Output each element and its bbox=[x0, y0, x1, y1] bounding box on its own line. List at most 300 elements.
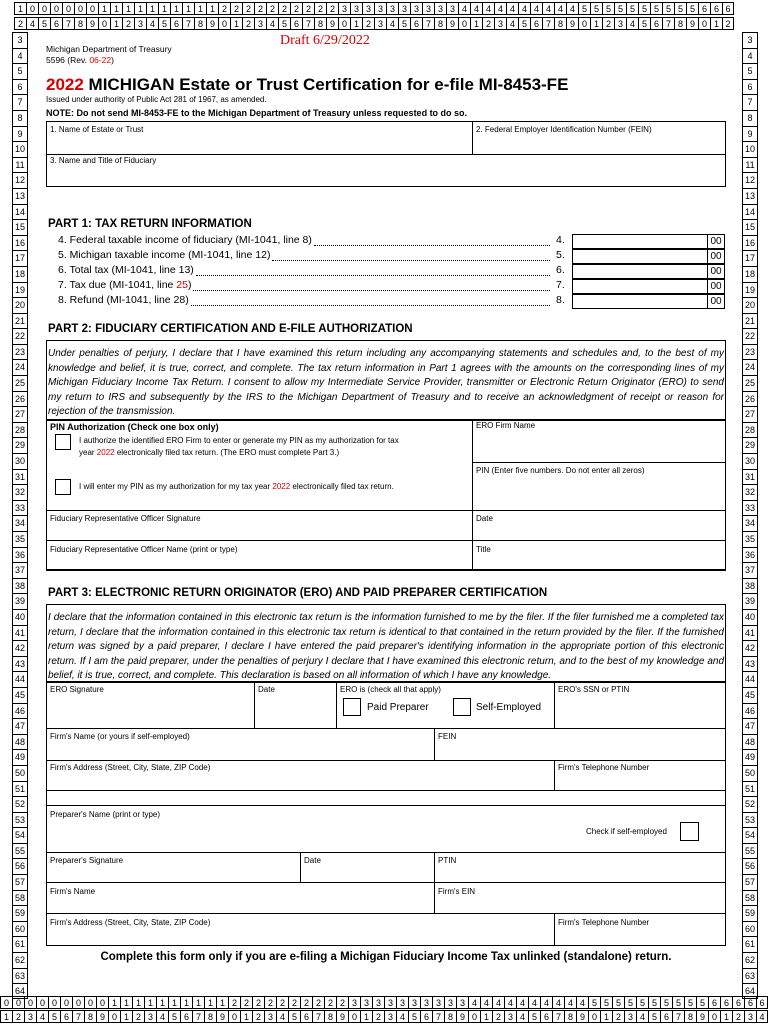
ruler-cell: 2 bbox=[324, 996, 336, 1009]
ruler-cell: 5 bbox=[674, 2, 686, 15]
ruler-cell: 5 bbox=[288, 1010, 300, 1023]
ruler-cell: 6 bbox=[420, 1010, 432, 1023]
ruler-cell: 5 bbox=[12, 63, 28, 79]
ruler-cell: 3 bbox=[386, 2, 398, 15]
ruler-cell: 31 bbox=[12, 469, 28, 485]
ruler-cell: 4 bbox=[386, 17, 398, 30]
ruler-cell: 7 bbox=[742, 94, 758, 110]
ruler-cell: 5 bbox=[578, 2, 590, 15]
ruler-cell: 9 bbox=[446, 17, 458, 30]
ruler-cell: 7 bbox=[672, 1010, 684, 1023]
firm-ein-label: Firm's EIN bbox=[438, 887, 476, 896]
ruler-cell: 21 bbox=[12, 313, 28, 329]
ruler-cell: 3 bbox=[744, 1010, 756, 1023]
ruler-cell: 55 bbox=[12, 843, 28, 859]
leader-dots bbox=[272, 260, 550, 261]
ruler-cell: 52 bbox=[742, 796, 758, 812]
ruler-cell: 11 bbox=[12, 157, 28, 173]
ruler-cell: 5 bbox=[528, 1010, 540, 1023]
ruler-cell: 56 bbox=[742, 858, 758, 874]
ruler-cell: 8 bbox=[12, 110, 28, 126]
ruler-cell: 0 bbox=[96, 996, 108, 1009]
ruler-cell: 17 bbox=[12, 250, 28, 266]
ruler-cell: 2 bbox=[242, 17, 254, 30]
ruler-cell: 50 bbox=[12, 765, 28, 781]
ruler-cell: 34 bbox=[12, 515, 28, 531]
ruler-cell: 6 bbox=[60, 1010, 72, 1023]
ruler-cell: 9 bbox=[216, 1010, 228, 1023]
form-revision: 5596 (Rev. 06-22) bbox=[46, 55, 114, 65]
firm-phone2-label: Firm's Telephone Number bbox=[558, 918, 650, 927]
ero-firm-label: ERO Firm Name bbox=[476, 421, 536, 430]
ero-ssn-label: ERO's SSN or PTIN bbox=[558, 685, 630, 694]
opt1-text-a: I authorize the identified ERO Firm to enter or generate my PIN as my authorization for tax bbox=[79, 436, 399, 445]
note-text: NOTE: Do not send MI-8453-FE to the Michigan Department of Treasury unless requested to do so. bbox=[46, 108, 468, 118]
ruler-cell: 0 bbox=[458, 17, 470, 30]
ruler-cell: 46 bbox=[742, 703, 758, 719]
ruler-cell: 64 bbox=[742, 983, 758, 999]
ruler-cell: 2 bbox=[132, 1010, 144, 1023]
ruler-cell: 24 bbox=[12, 359, 28, 375]
ruler-cell: 8 bbox=[204, 1010, 216, 1023]
ruler-cell: 6 bbox=[710, 2, 722, 15]
ruler-cell: 6 bbox=[530, 17, 542, 30]
part1-line-number: 4. bbox=[556, 234, 565, 246]
ruler-cell: 2 bbox=[254, 2, 266, 15]
firm-address-label: Firm's Address (Street, City, State, ZIP Code) bbox=[50, 763, 211, 772]
ruler-cell: 2 bbox=[314, 2, 326, 15]
fid-title-label: Title bbox=[476, 545, 491, 554]
ruler-cell: 0 bbox=[86, 2, 98, 15]
ruler-cell: 41 bbox=[742, 625, 758, 641]
ruler-cell: 42 bbox=[12, 640, 28, 656]
ruler-cell: 0 bbox=[698, 17, 710, 30]
ruler-cell: 4 bbox=[12, 48, 28, 64]
top-ruler-row-2 bbox=[14, 17, 734, 31]
ruler-cell: 4 bbox=[506, 2, 518, 15]
ruler-cell: 61 bbox=[12, 936, 28, 952]
ruler-cell: 22 bbox=[12, 328, 28, 344]
self-pin-checkbox[interactable] bbox=[55, 479, 71, 495]
ruler-cell: 9 bbox=[566, 17, 578, 30]
ruler-cell: 3 bbox=[24, 1010, 36, 1023]
ruler-cell: 1 bbox=[14, 2, 26, 15]
ruler-cell: 9 bbox=[96, 1010, 108, 1023]
part1-amount-field[interactable] bbox=[572, 264, 708, 279]
ruler-cell: 24 bbox=[742, 359, 758, 375]
pin-label: PIN (Enter five numbers. Do not enter all zeros) bbox=[476, 466, 645, 475]
ruler-cell: 46 bbox=[12, 703, 28, 719]
part1-amount-field[interactable] bbox=[572, 234, 708, 249]
ruler-cell: 60 bbox=[742, 921, 758, 937]
ruler-cell: 1 bbox=[182, 2, 194, 15]
ruler-cell: 5 bbox=[590, 2, 602, 15]
ruler-cell: 50 bbox=[742, 765, 758, 781]
ruler-cell: 0 bbox=[62, 2, 74, 15]
ruler-cell: 8 bbox=[674, 17, 686, 30]
ruler-cell: 23 bbox=[12, 344, 28, 360]
ruler-cell: 4 bbox=[552, 996, 564, 1009]
footer-instruction: Complete this form only if you are e-filing a Michigan Fiduciary Income Tax unlinked (standalone) return. bbox=[100, 951, 672, 963]
part1-line-label: 8. Refund (MI-1041, line 28) bbox=[58, 294, 189, 306]
ruler-cell: 1 bbox=[216, 996, 228, 1009]
ruler-cell: 2 bbox=[14, 17, 26, 30]
ruler-cell: 3 bbox=[360, 996, 372, 1009]
ruler-cell: 6 bbox=[290, 17, 302, 30]
ruler-cell: 5 bbox=[684, 996, 696, 1009]
ruler-cell: 3 bbox=[144, 1010, 156, 1023]
fein-label: 2. Federal Employer Identification Number (FEIN) bbox=[476, 125, 652, 134]
ruler-cell: 37 bbox=[12, 562, 28, 578]
ruler-cell: 18 bbox=[742, 266, 758, 282]
ruler-cell: 33 bbox=[12, 500, 28, 516]
ruler-cell: 49 bbox=[742, 749, 758, 765]
ruler-cell: 43 bbox=[12, 656, 28, 672]
bottom-ruler-row-2 bbox=[0, 1010, 768, 1024]
ruler-cell: 3 bbox=[348, 996, 360, 1009]
ruler-cell: 6 bbox=[50, 17, 62, 30]
part1-line-label: 4. Federal taxable income of fiduciary (MI-1041, line 8) bbox=[58, 234, 312, 246]
ruler-cell: 5 bbox=[588, 996, 600, 1009]
ruler-cell: 3 bbox=[434, 2, 446, 15]
bottom-ruler-row-1 bbox=[0, 996, 768, 1010]
ruler-cell: 4 bbox=[146, 17, 158, 30]
ruler-cell: 2 bbox=[252, 996, 264, 1009]
ruler-cell: 4 bbox=[468, 996, 480, 1009]
ruler-cell: 0 bbox=[24, 996, 36, 1009]
ruler-cell: 9 bbox=[12, 126, 28, 142]
ruler-cell: 39 bbox=[12, 593, 28, 609]
ruler-cell: 58 bbox=[742, 890, 758, 906]
leader-dots bbox=[196, 275, 550, 276]
ruler-cell: 16 bbox=[742, 235, 758, 251]
ruler-cell: 6 bbox=[540, 1010, 552, 1023]
ruler-cell: 5 bbox=[742, 63, 758, 79]
ruler-cell: 45 bbox=[12, 687, 28, 703]
ruler-cell: 4 bbox=[266, 17, 278, 30]
preparer-signature-label: Preparer's Signature bbox=[50, 856, 124, 865]
ruler-cell: 28 bbox=[12, 422, 28, 438]
ruler-cell: 27 bbox=[12, 406, 28, 422]
ruler-cell: 0 bbox=[36, 996, 48, 1009]
ruler-cell: 2 bbox=[288, 996, 300, 1009]
ruler-cell: 3 bbox=[264, 1010, 276, 1023]
ruler-cell: 4 bbox=[36, 1010, 48, 1023]
ero-date-label: Date bbox=[258, 685, 275, 694]
ruler-cell: 12 bbox=[12, 172, 28, 188]
ruler-cell: 2 bbox=[312, 996, 324, 1009]
ruler-cell: 0 bbox=[72, 996, 84, 1009]
ruler-cell: 1 bbox=[170, 2, 182, 15]
ruler-cell: 1 bbox=[180, 996, 192, 1009]
ruler-cell: 60 bbox=[12, 921, 28, 937]
ruler-cell: 3 bbox=[398, 2, 410, 15]
ruler-cell: 2 bbox=[218, 2, 230, 15]
ruler-cell: 6 bbox=[410, 17, 422, 30]
ruler-cell: 0 bbox=[218, 17, 230, 30]
ruler-cell: 51 bbox=[742, 781, 758, 797]
ruler-cell: 7 bbox=[12, 94, 28, 110]
ruler-cell: 0 bbox=[84, 996, 96, 1009]
ruler-cell: 5 bbox=[662, 2, 674, 15]
ruler-cell: 7 bbox=[192, 1010, 204, 1023]
leader-dots bbox=[191, 305, 550, 306]
ruler-cell: 4 bbox=[540, 996, 552, 1009]
ruler-cell: 47 bbox=[742, 718, 758, 734]
ruler-cell: 4 bbox=[554, 2, 566, 15]
ruler-cell: 19 bbox=[742, 282, 758, 298]
ruler-cell: 8 bbox=[564, 1010, 576, 1023]
ruler-cell: 2 bbox=[336, 996, 348, 1009]
ruler-cell: 31 bbox=[742, 469, 758, 485]
part1-line-number: 5. bbox=[556, 249, 565, 261]
ruler-cell: 7 bbox=[312, 1010, 324, 1023]
ruler-cell: 5 bbox=[278, 17, 290, 30]
ruler-cell: 40 bbox=[12, 609, 28, 625]
ruler-cell: 1 bbox=[230, 17, 242, 30]
ruler-cell: 3 bbox=[504, 1010, 516, 1023]
ruler-cell: 54 bbox=[742, 827, 758, 843]
ruler-cell: 9 bbox=[742, 126, 758, 142]
ruler-cell: 2 bbox=[326, 2, 338, 15]
ruler-cell: 9 bbox=[86, 17, 98, 30]
ruler-cell: 5 bbox=[602, 2, 614, 15]
part1-cents: 00 bbox=[707, 234, 725, 249]
ruler-cell: 5 bbox=[624, 996, 636, 1009]
ruler-cell: 4 bbox=[566, 2, 578, 15]
ruler-cell: 3 bbox=[372, 996, 384, 1009]
ruler-cell: 1 bbox=[240, 1010, 252, 1023]
ruler-cell: 0 bbox=[338, 17, 350, 30]
part1-cents: 00 bbox=[707, 264, 725, 279]
leader-dots bbox=[193, 290, 550, 291]
part3-heading: PART 3: ELECTRONIC RETURN ORIGINATOR (ERO) AND PAID PREPARER CERTIFICATION bbox=[48, 587, 548, 599]
ruler-cell: 1 bbox=[192, 996, 204, 1009]
ruler-cell: 34 bbox=[742, 515, 758, 531]
ruler-cell: 8 bbox=[194, 17, 206, 30]
ruler-cell: 9 bbox=[326, 17, 338, 30]
ruler-cell: 55 bbox=[742, 843, 758, 859]
ruler-cell: 7 bbox=[432, 1010, 444, 1023]
ruler-cell: 16 bbox=[12, 235, 28, 251]
ruler-cell: 4 bbox=[756, 1010, 768, 1023]
ruler-cell: 3 bbox=[374, 17, 386, 30]
ruler-cell: 0 bbox=[26, 2, 38, 15]
ruler-cell: 4 bbox=[494, 2, 506, 15]
ruler-cell: 10 bbox=[742, 141, 758, 157]
ruler-cell: 1 bbox=[600, 1010, 612, 1023]
ruler-cell: 2 bbox=[482, 17, 494, 30]
paid-preparer-label: Paid Preparer bbox=[367, 702, 429, 713]
ruler-cell: 61 bbox=[742, 936, 758, 952]
ruler-cell: 7 bbox=[422, 17, 434, 30]
ruler-cell: 2 bbox=[252, 1010, 264, 1023]
ruler-cell: 47 bbox=[12, 718, 28, 734]
check-self-employed-label: Check if self-employed bbox=[586, 827, 667, 836]
ruler-cell: 4 bbox=[636, 1010, 648, 1023]
ruler-cell: 6 bbox=[698, 2, 710, 15]
ruler-cell: 30 bbox=[12, 453, 28, 469]
ruler-cell: 3 bbox=[422, 2, 434, 15]
ruler-cell: 54 bbox=[12, 827, 28, 843]
ruler-cell: 3 bbox=[12, 32, 28, 48]
ruler-cell: 4 bbox=[26, 17, 38, 30]
estate-name-label: 1. Name of Estate or Trust bbox=[50, 125, 144, 134]
ruler-cell: 37 bbox=[742, 562, 758, 578]
ruler-cell: 2 bbox=[230, 2, 242, 15]
ruler-cell: 0 bbox=[708, 1010, 720, 1023]
ruler-cell: 8 bbox=[684, 1010, 696, 1023]
fid-name-label: Fiduciary Representative Officer Name (print or type) bbox=[50, 545, 238, 554]
ruler-cell: 62 bbox=[12, 952, 28, 968]
ruler-cell: 4 bbox=[506, 17, 518, 30]
ruler-cell: 6 bbox=[744, 996, 756, 1009]
ruler-cell: 13 bbox=[12, 188, 28, 204]
ruler-cell: 6 bbox=[180, 1010, 192, 1023]
ruler-cell: 12 bbox=[742, 172, 758, 188]
ruler-cell: 4 bbox=[516, 996, 528, 1009]
ruler-cell: 4 bbox=[528, 996, 540, 1009]
preparer-self-employed-checkbox[interactable] bbox=[680, 822, 699, 841]
ruler-cell: 45 bbox=[742, 687, 758, 703]
ruler-cell: 11 bbox=[742, 157, 758, 173]
ruler-cell: 1 bbox=[120, 996, 132, 1009]
ruler-cell: 4 bbox=[542, 2, 554, 15]
ruler-cell: 15 bbox=[12, 219, 28, 235]
ruler-cell: 5 bbox=[648, 996, 660, 1009]
ruler-cell: 59 bbox=[742, 905, 758, 921]
ruler-cell: 4 bbox=[482, 2, 494, 15]
ruler-cell: 5 bbox=[614, 2, 626, 15]
ruler-cell: 63 bbox=[742, 968, 758, 984]
part1-cents: 00 bbox=[707, 279, 725, 294]
ruler-cell: 0 bbox=[50, 2, 62, 15]
part1-amount-field[interactable] bbox=[572, 249, 708, 264]
ruler-cell: 35 bbox=[12, 531, 28, 547]
ruler-cell: 5 bbox=[48, 1010, 60, 1023]
ruler-cell: 0 bbox=[468, 1010, 480, 1023]
ruler-cell: 7 bbox=[62, 17, 74, 30]
part3-declaration: I declare that the information contained in this electronic tax return is the information furnished to me by the filer. If the filer furnished me a completed tax return, I declare that the information contained in this electronic tax return is identical to that contained in the return provided by the filer. If the furnished return was signed by a paid preparer, I declare I have entered the paid preparer's identifying information in the appropriate portion of this electronic return. If I am the paid preparer, under the penalties of perjury I declare that I have examined this electronic return, and to the best of my knowledge and belief, it is true, correct, and complete. This declaration is based on all information of which I have any knowledge. bbox=[48, 612, 724, 682]
ruler-cell: 6 bbox=[756, 996, 768, 1009]
ruler-cell: 58 bbox=[12, 890, 28, 906]
ruler-cell: 21 bbox=[742, 313, 758, 329]
ruler-cell: 4 bbox=[492, 996, 504, 1009]
ruler-cell: 6 bbox=[300, 1010, 312, 1023]
ruler-cell: 1 bbox=[350, 17, 362, 30]
ruler-cell: 4 bbox=[480, 996, 492, 1009]
draft-stamp: Draft 6/29/2022 bbox=[280, 33, 370, 48]
ruler-cell: 53 bbox=[12, 812, 28, 828]
ruler-cell: 0 bbox=[60, 996, 72, 1009]
ruler-cell: 4 bbox=[576, 996, 588, 1009]
part1-cents: 00 bbox=[707, 294, 725, 309]
ruler-cell: 13 bbox=[742, 188, 758, 204]
ruler-cell: 4 bbox=[458, 2, 470, 15]
ruler-cell: 2 bbox=[240, 996, 252, 1009]
ruler-cell: 6 bbox=[720, 996, 732, 1009]
ruler-cell: 5 bbox=[648, 1010, 660, 1023]
ruler-cell: 0 bbox=[48, 996, 60, 1009]
ruler-cell: 2 bbox=[302, 2, 314, 15]
self-employed-label: Self-Employed bbox=[476, 702, 542, 713]
ruler-cell: 1 bbox=[156, 996, 168, 1009]
ruler-cell: 0 bbox=[0, 996, 12, 1009]
ruler-cell: 20 bbox=[742, 297, 758, 313]
ruler-cell: 4 bbox=[470, 2, 482, 15]
ruler-cell: 1 bbox=[168, 996, 180, 1009]
ruler-cell: 3 bbox=[494, 17, 506, 30]
ero-is-label: ERO is (check all that apply) bbox=[340, 685, 441, 694]
ruler-cell: 56 bbox=[12, 858, 28, 874]
agency-name: Michigan Department of Treasury bbox=[46, 44, 172, 54]
ruler-cell: 4 bbox=[626, 17, 638, 30]
ruler-cell: 38 bbox=[742, 578, 758, 594]
ruler-cell: 2 bbox=[278, 2, 290, 15]
ruler-cell: 4 bbox=[276, 1010, 288, 1023]
ruler-cell: 7 bbox=[542, 17, 554, 30]
ruler-cell: 3 bbox=[456, 996, 468, 1009]
ruler-cell: 26 bbox=[12, 391, 28, 407]
ruler-cell: 0 bbox=[578, 17, 590, 30]
ruler-cell: 7 bbox=[662, 17, 674, 30]
ruler-cell: 1 bbox=[470, 17, 482, 30]
part1-amount-field[interactable] bbox=[572, 294, 708, 309]
ruler-cell: 1 bbox=[480, 1010, 492, 1023]
paid-preparer-checkbox[interactable] bbox=[343, 698, 361, 716]
ruler-cell: 22 bbox=[742, 328, 758, 344]
ruler-cell: 3 bbox=[446, 2, 458, 15]
part2-heading: PART 2: FIDUCIARY CERTIFICATION AND E-FILE AUTHORIZATION bbox=[48, 323, 413, 335]
ruler-cell: 1 bbox=[132, 996, 144, 1009]
ruler-cell: 27 bbox=[742, 406, 758, 422]
preparer-date-label: Date bbox=[304, 856, 321, 865]
ruler-cell: 7 bbox=[72, 1010, 84, 1023]
part1-line-label: 7. Tax due (MI-1041, line 25) bbox=[58, 279, 192, 291]
fid-date-label: Date bbox=[476, 514, 493, 523]
ruler-cell: 8 bbox=[84, 1010, 96, 1023]
ruler-cell: 36 bbox=[12, 547, 28, 563]
part1-amount-field[interactable] bbox=[572, 279, 708, 294]
ruler-cell: 3 bbox=[362, 2, 374, 15]
ruler-cell: 42 bbox=[742, 640, 758, 656]
ruler-cell: 3 bbox=[420, 996, 432, 1009]
ruler-cell: 2 bbox=[732, 1010, 744, 1023]
ero-pin-checkbox[interactable] bbox=[55, 434, 71, 450]
part1-heading: PART 1: TAX RETURN INFORMATION bbox=[48, 218, 252, 230]
ruler-cell: 1 bbox=[710, 17, 722, 30]
ruler-cell: 0 bbox=[38, 2, 50, 15]
self-employed-checkbox[interactable] bbox=[453, 698, 471, 716]
firm-name-label: Firm's Name bbox=[50, 887, 96, 896]
ruler-cell: 4 bbox=[564, 996, 576, 1009]
ruler-cell: 8 bbox=[434, 17, 446, 30]
ruler-cell: 44 bbox=[12, 671, 28, 687]
ruler-cell: 2 bbox=[12, 1010, 24, 1023]
ero-fein-label: FEIN bbox=[438, 732, 457, 741]
ruler-cell: 6 bbox=[732, 996, 744, 1009]
ruler-cell: 0 bbox=[12, 996, 24, 1009]
ruler-cell: 3 bbox=[410, 2, 422, 15]
ruler-cell: 2 bbox=[722, 17, 734, 30]
ruler-cell: 1 bbox=[108, 996, 120, 1009]
firm-phone-label: Firm's Telephone Number bbox=[558, 763, 650, 772]
ruler-cell: 4 bbox=[396, 1010, 408, 1023]
ruler-cell: 9 bbox=[206, 17, 218, 30]
ruler-cell: 20 bbox=[12, 297, 28, 313]
ruler-cell: 49 bbox=[12, 749, 28, 765]
ruler-cell: 3 bbox=[134, 17, 146, 30]
